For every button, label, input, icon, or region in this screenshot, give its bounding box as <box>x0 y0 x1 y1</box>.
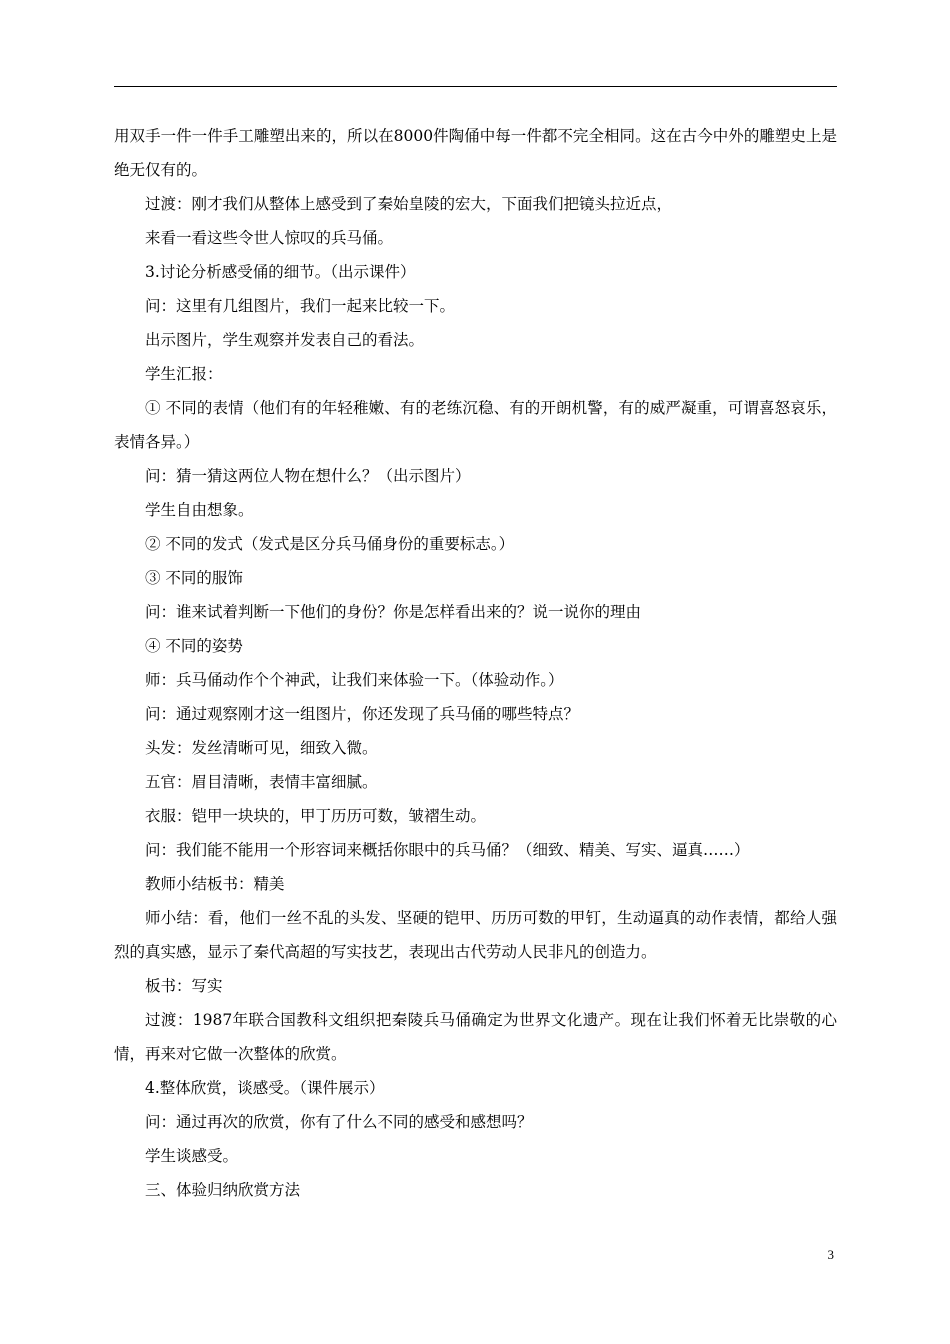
paragraph: ④ 不同的姿势 <box>145 637 243 655</box>
paragraph: 过渡：1987年联合国教科文组织把秦陵兵马俑确定为世界文化遗产。现在让我们怀着无比崇敬的心情，再来对它做一次整体的欣赏。 <box>114 1011 837 1063</box>
paragraph: 教师小结板书：精美 <box>145 875 285 893</box>
paragraph: 过渡：刚才我们从整体上感受到了秦始皇陵的宏大，下面我们把镜头拉近点， <box>145 195 673 213</box>
paragraph: 问：猜一猜这两位人物在想什么？（出示图片） <box>145 467 471 485</box>
paragraph: 问：通过观察刚才这一组图片，你还发现了兵马俑的哪些特点？ <box>145 705 580 723</box>
paragraph: 衣服：铠甲一块块的，甲丁历历可数，皱褶生动。 <box>145 807 487 825</box>
paragraph: 来看一看这些令世人惊叹的兵马俑。 <box>145 229 394 247</box>
paragraph: 问：谁来试着判断一下他们的身份？你是怎样看出来的？说一说你的理由 <box>145 603 642 621</box>
paragraph: 五官：眉目清晰，表情丰富细腻。 <box>145 773 378 791</box>
paragraph: 师小结：看，他们一丝不乱的头发、坚硬的铠甲、历历可数的甲钉，生动逼真的动作表情，都给人强烈的真实感，显示了秦代高超的写实技艺，表现出古代劳动人民非凡的创造力。 <box>114 909 837 961</box>
paragraph: 4.整体欣赏，谈感受。（课件展示） <box>145 1079 385 1097</box>
paragraph: ② 不同的发式（发式是区分兵马俑身份的重要标志。） <box>145 535 515 553</box>
paragraph: 用双手一件一件手工雕塑出来的，所以在8000件陶俑中每一件都不完全相同。这在古今中外的雕塑史上是绝无仅有的。 <box>114 127 837 179</box>
document-body <box>114 119 837 1207</box>
paragraph: 出示图片，学生观察并发表自己的看法。 <box>145 331 425 349</box>
paragraph: 头发：发丝清晰可见，细致入微。 <box>145 739 378 757</box>
page-number: 3 <box>827 1247 834 1262</box>
paragraph: ③ 不同的服饰 <box>145 569 243 587</box>
paragraph: 问：通过再次的欣赏，你有了什么不同的感受和感想吗？ <box>145 1113 533 1131</box>
paragraph: 3.讨论分析感受俑的细节。（出示课件） <box>145 263 416 281</box>
paragraph: 板书：写实 <box>145 977 223 995</box>
paragraph: 学生自由想象。 <box>145 501 254 519</box>
paragraph: 问：这里有几组图片，我们一起来比较一下。 <box>145 297 456 315</box>
paragraph: ① 不同的表情（他们有的年轻稚嫩、有的老练沉稳、有的开朗机警，有的威严凝重，可谓喜怒哀乐，表情各异。） <box>114 399 837 451</box>
paragraph: 问：我们能不能用一个形容词来概括你眼中的兵马俑？（细致、精美、写实、逼真……） <box>145 841 750 859</box>
paragraph: 师：兵马俑动作个个神武，让我们来体验一下。（体验动作。） <box>145 671 564 689</box>
paragraph: 学生谈感受。 <box>145 1147 239 1165</box>
paragraph: 学生汇报： <box>145 365 223 383</box>
header-rule <box>114 86 837 87</box>
paragraph: 三、体验归纳欣赏方法 <box>145 1181 301 1199</box>
